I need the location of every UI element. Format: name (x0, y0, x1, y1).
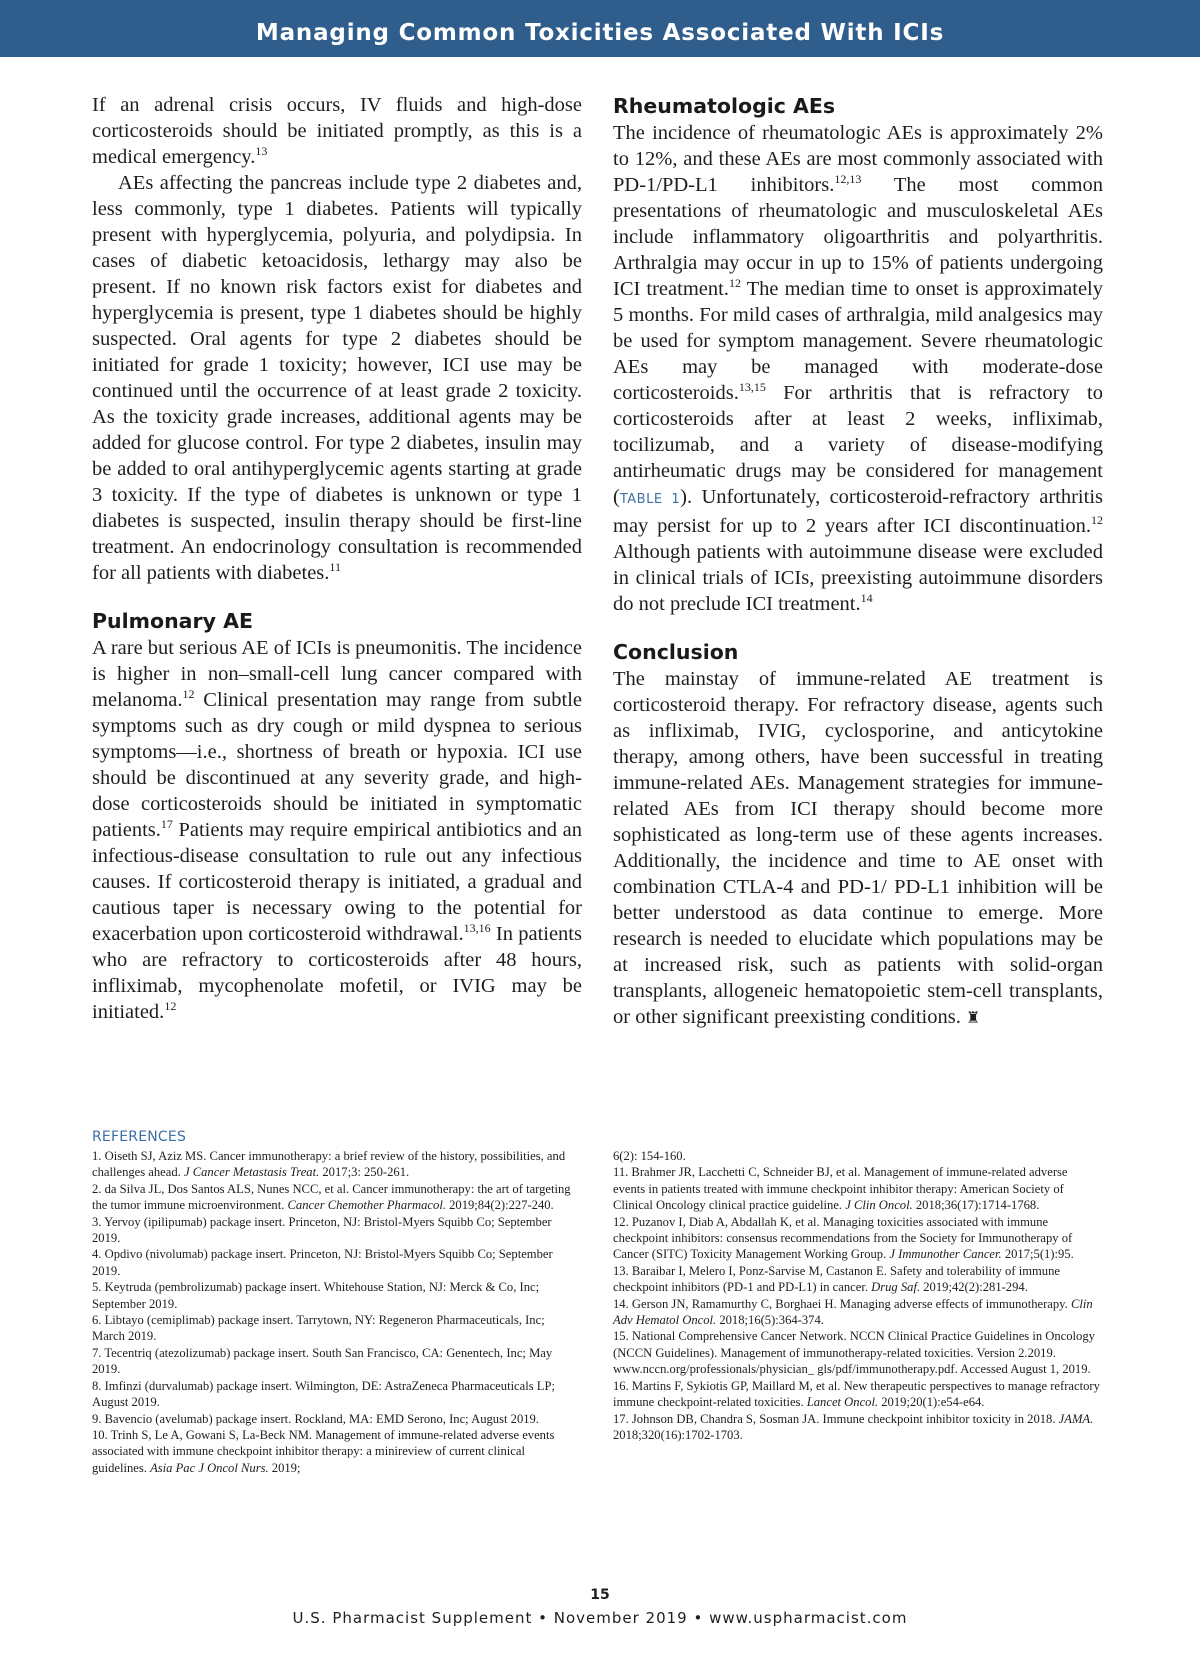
right-column (613, 92, 1103, 1032)
references-left-column (92, 1148, 575, 1476)
reference-item: 13. Baraibar I, Melero I, Ponz-Sarvise M, Castanon E. Safety and tolerability of immune checkpoint inhibitors (PD-1 and PD-L1) in cancer. Drug Saf. 2019;42(2):281-294. (613, 1263, 1060, 1295)
reference-item: 10. Trinh S, Le A, Gowani S, La-Beck NM. Management of immune-related adverse events associated with immune checkpoint inhibitor therapy: a minireview of current clinical guidelines. Asia Pac J Oncol Nurs. 2019; (92, 1427, 555, 1475)
references-heading: REFERENCES (92, 1129, 187, 1145)
reference-item: 2. da Silva JL, Dos Santos ALS, Nunes NCC, et al. Cancer immunotherapy: the art of targeting the tumor immune microenvironment. Cancer Chemother Pharmacol. 2019;84(2):227-240. (92, 1181, 571, 1213)
conclusion-paragraph: The mainstay of immune-related AE treatment is corticosteroid therapy. For refractory disease, agents such as infliximab, IVIG, cyclosporine, and anticytokine therapy, among others, have been successful in treating immune-related AEs. Management strategies for immune-related AEs from ICI therapy should become more sophisticated as long-term use of these agents increases. Additionally, the incidence and time to AE onset with combination CTLA-4 and PD-1/ PD-L1 inhibition will be better understood as data continue to emerge. More research is needed to elucidate which populations may be at increased risk, such as patients with solid-organ transplants, allogeneic hematopoietic stem-cell transplants, or other significant preexisting conditions. ♜ (613, 668, 1103, 1028)
reference-item: 6(2): 154-160. (613, 1149, 686, 1163)
pancreas-paragraph: AEs affecting the pancreas include type 2 diabetes and, less commonly, type 1 diabetes. Patients will typically present with hyperglycemia, polyuria, and polydipsia. In cases of diabetic ketoacidosis, lethargy may also be present. If no known risk factors exist for diabetes and hyperglycemia is present, type 1 diabetes should be highly suspected. Oral agents for type 2 diabetes should be initiated for grade 1 toxicity; however, ICI use may be continued until the occurrence of at least grade 2 toxicity. As the toxicity grade increases, additional agents may be added for glucose control. For type 2 diabetes, insulin may be added to oral antihyperglycemic agents starting at grade 3 toxicity. If the type of diabetes is unknown or type 1 diabetes is suspected, insulin therapy should be first-line treatment. An endocrinology consultation is recommended for all patients with diabetes.$^{11}$ (92, 172, 582, 584)
section-header-banner (0, 0, 1200, 57)
reference-item: 16. Martins F, Sykiotis GP, Maillard M, et al. New therapeutic perspectives to manage refractory immune checkpoint-related toxicities. Lancet Oncol. 2019;20(1):e54-e64. (613, 1378, 1100, 1410)
reference-item: 5. Keytruda (pembrolizumab) package insert. Whitehouse Station, NJ: Merck & Co, Inc; September 2019. (92, 1280, 540, 1311)
left-column (92, 92, 582, 1025)
reference-item: 9. Bavencio (avelumab) package insert. Rockland, MA: EMD Serono, Inc; August 2019. (92, 1411, 539, 1426)
page-number: 15 (590, 1587, 610, 1603)
reference-item: 11. Brahmer JR, Lacchetti C, Schneider BJ, et al. Management of immune-related adverse events in patients treated with immune checkpoint inhibitor therapy: American Society of Clinical Oncology clinical practice guideline. J Clin Oncol. 2018;36(17):1714-1768. (613, 1165, 1068, 1213)
reference-item: 3. Yervoy (ipilipumab) package insert. Princeton, NJ: Bristol-Myers Squibb Co; September 2019. (92, 1214, 552, 1246)
publication-footer: U.S. Pharmacist Supplement • November 2019 • www.uspharmacist.com (292, 1609, 908, 1627)
reference-item: 15. National Comprehensive Cancer Network. NCCN Clinical Practice Guidelines in Oncology (NCCN Guidelines). Management of immunotherapy-related toxicities. Version 2.2019. www.nccn.org/professionals/physician_ gls/pdf/immunotherapy.pdf. Accessed August 1, 2019. (613, 1329, 1095, 1377)
reference-item: 17. Johnson DB, Chandra S, Sosman JA. Immune checkpoint inhibitor toxicity in 2018. JAMA. 2018;320(16):1702-1703. (613, 1411, 1094, 1442)
reference-item: 14. Gerson JN, Ramamurthy C, Borghaei H. Managing adverse effects of immunotherapy. Clin Adv Hematol Oncol. 2018;16(5):364-374. (613, 1296, 1093, 1328)
reference-item: 6. Libtayo (cemiplimab) package insert. Tarrytown, NY: Regeneron Pharmaceuticals, Inc; March 2019. (92, 1313, 545, 1344)
reference-item: 8. Imfinzi (durvalumab) package insert. Wilmington, DE: AstraZeneca Pharmaceuticals LP; August 2019. (92, 1378, 555, 1410)
section-title: Managing Common Toxicities Associated With ICIs (255, 20, 945, 46)
references-right-column (613, 1148, 1101, 1443)
pulmonary-paragraph: A rare but serious AE of ICIs is pneumonitis. The incidence is higher in non–small-cell lung cancer compared with melanoma.$^{12}$ Clinical presentation may range from subtle symptoms such as dry cough or mild dyspnea to serious symptoms—i.e., shortness of breath or hypoxia. ICI use should be discontinued at any severity grade, and high-dose corticosteroids should be initiated in symptomatic patients.$^{17}$ Patients may require empirical antibiotics and an infectious-disease consultation to rule out any infectious causes. If corticosteroid therapy is initiated, a gradual and cautious taper is necessary owing to the potential for exacerbation upon corticosteroid withdrawal.$^{13,16}$ In patients who are refractory to corticosteroids after 48 hours, infliximab, mycophenolate mofetil, or IVIG may be initiated.$^{12}$ (92, 637, 582, 1023)
pulmonary-heading: Pulmonary AE (92, 609, 253, 633)
reference-item: 7. Tecentriq (atezolizumab) package insert. South San Francisco, CA: Genentech, Inc; May 2019. (92, 1345, 553, 1377)
table-1-link[interactable]: TABLE 1 (619, 492, 681, 507)
reference-item: 12. Puzanov I, Diab A, Abdallah K, et al. Managing toxicities associated with immune checkpoint inhibitors: consensus recommendations from the Society for Immunotherapy of Cancer (SITC) Toxicity Management Working Group. J Immunother Cancer. 2017;5(1):95. (613, 1214, 1074, 1262)
reference-item: 4. Opdivo (nivolumab) package insert. Princeton, NJ: Bristol-Myers Squibb Co; September 2019. (92, 1247, 553, 1278)
conclusion-heading: Conclusion (613, 640, 739, 664)
article-end-icon: ♜ (965, 1010, 981, 1027)
reference-item: 1. Oiseth SJ, Aziz MS. Cancer immunotherapy: a brief review of the history, possibilities, and challenges ahead. J Cancer Metastasis Treat. 2017;3: 250-261. (92, 1149, 566, 1180)
rheumatologic-paragraph: The incidence of rheumatologic AEs is approximately 2% to 12%, and these AEs are most commonly associated with PD-1/PD-L1 inhibitors.$^{12,13}$ The most common presentations of rheumatologic and musculoskeletal AEs include inflammatory oligoarthritis and polyarthritis. Arthralgia may occur in up to 15% of patients undergoing ICI treatment.$^{12}$ The median time to onset is approximately 5 months. For mild cases of arthralgia, mild analgesics may be used for symptom management. Severe rheumatologic AEs may be managed with moderate-dose corticosteroids.$^{13,15}$ For arthritis that is refractory to corticosteroids after at least 2 weeks, infliximab, tocilizumab, and a variety of disease-modifying antirheumatic drugs may be considered for management (TABLE 1). Unfortunately, corticosteroid-refractory arthritis may persist for up to 2 years after ICI discontinuation.$^{12}$ Although patients with autoimmune disease were excluded in clinical trials of ICIs, preexisting autoimmune disorders do not preclude ICI treatment.$^{14}$ (613, 122, 1104, 615)
adrenal-crisis-paragraph: If an adrenal crisis occurs, IV fluids and high-dose corticosteroids should be initiated promptly, as this is a medical emergency.$^{13}$ (92, 94, 582, 168)
rheumatologic-heading: Rheumatologic AEs (613, 94, 836, 118)
